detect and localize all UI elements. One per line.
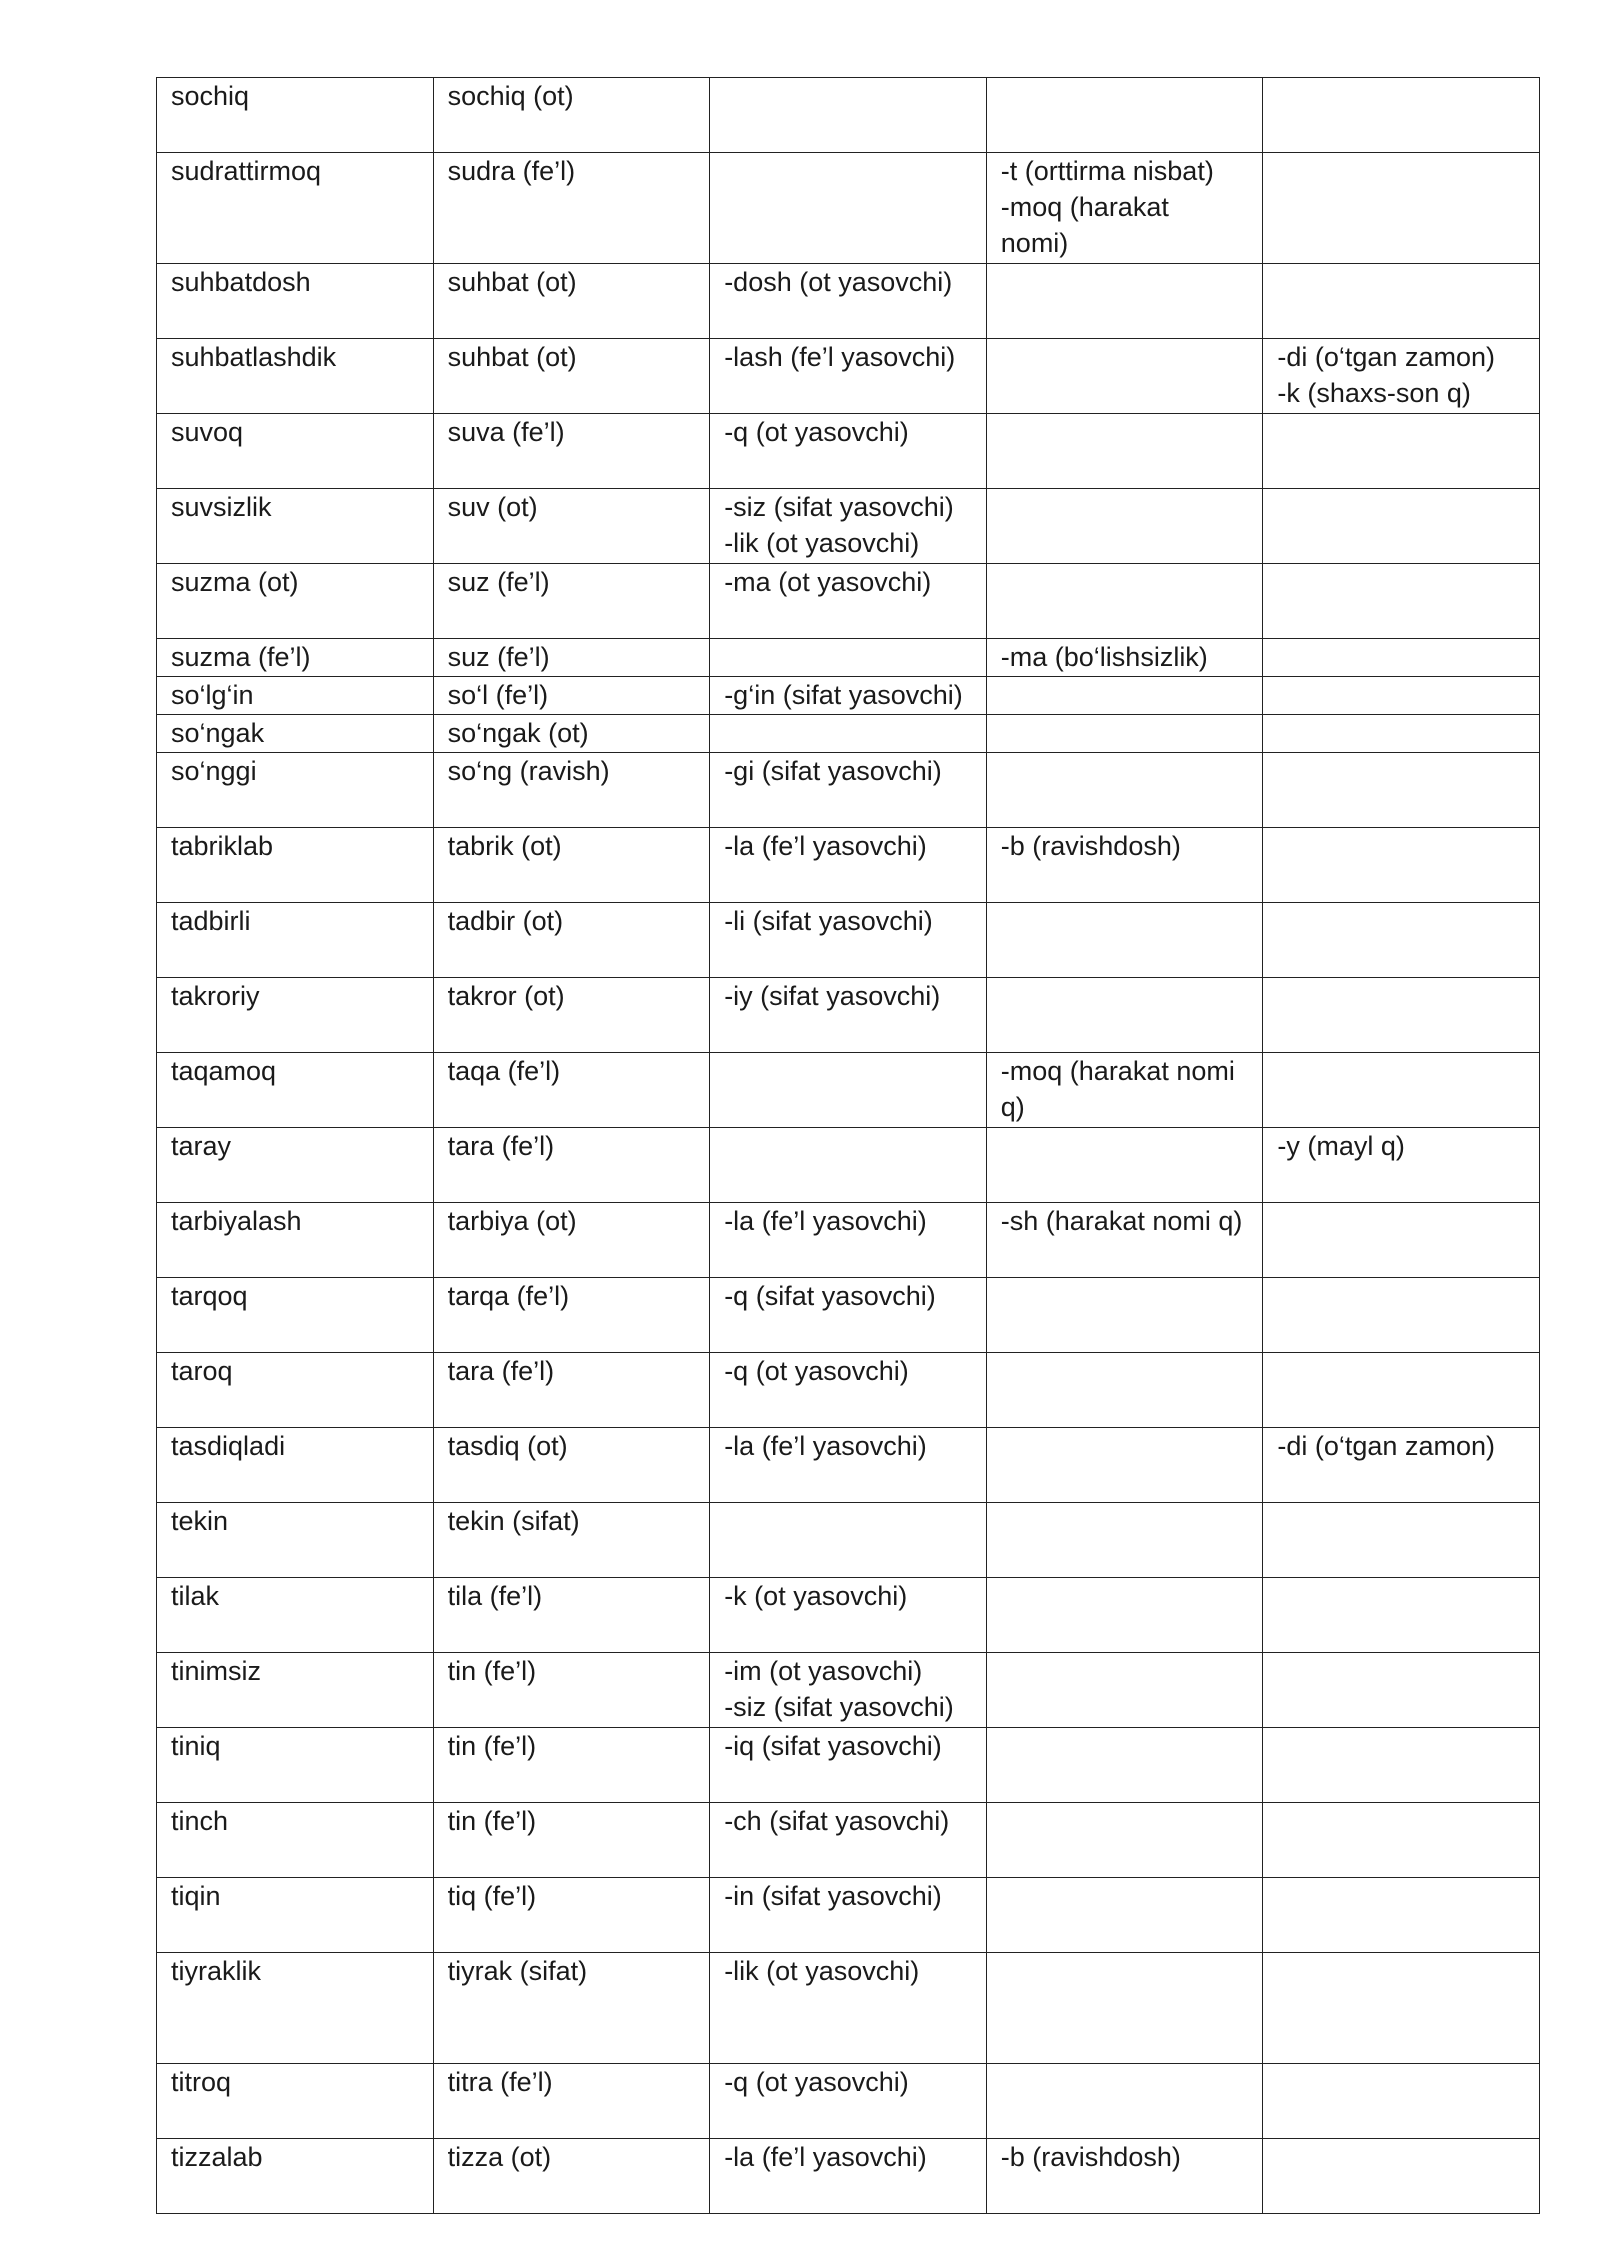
derivational-suffix-cell xyxy=(710,1128,987,1203)
form-suffix-cell xyxy=(986,677,1263,715)
word-cell xyxy=(157,828,434,903)
table-row xyxy=(157,2064,1540,2139)
stem-cell xyxy=(433,1503,710,1578)
cell-text-line: -lash (fe’l yasovchi) xyxy=(724,342,956,372)
cell-text-line: -siz (sifat yasovchi) xyxy=(724,492,954,522)
stem-cell xyxy=(433,1353,710,1428)
stem-cell xyxy=(433,1728,710,1803)
word-cell xyxy=(157,1353,434,1428)
cell-text-line: -q (sifat yasovchi) xyxy=(724,1281,936,1311)
word-cell xyxy=(157,978,434,1053)
inflectional-suffix-cell xyxy=(1263,1953,1540,2064)
stem-cell xyxy=(433,1578,710,1653)
form-suffix-cell xyxy=(986,1653,1263,1728)
table-row xyxy=(157,1053,1540,1128)
cell-text-line: -b (ravishdosh) xyxy=(1000,2142,1181,2172)
cell-text-line: tin (fe’l) xyxy=(447,1731,537,1761)
derivational-suffix-cell xyxy=(710,1653,987,1728)
inflectional-suffix-cell xyxy=(1263,264,1540,339)
cell-text-line: tarbiyalash xyxy=(171,1206,302,1236)
cell-text-line: tasdiq (ot) xyxy=(447,1431,568,1461)
cell-text-line: -t (orttirma nisbat) xyxy=(1000,156,1214,186)
cell-text-line: -iy (sifat yasovchi) xyxy=(724,981,941,1011)
form-suffix-cell xyxy=(986,414,1263,489)
cell-text-line: -di (o‘tgan zamon) xyxy=(1277,1431,1495,1461)
cell-text-line: -sh (harakat nomi q) xyxy=(1000,1206,1243,1236)
cell-text-line: suv (ot) xyxy=(447,492,538,522)
cell-text-line: takror (ot) xyxy=(447,981,565,1011)
word-cell xyxy=(157,1653,434,1728)
word-cell xyxy=(157,639,434,677)
inflectional-suffix-cell xyxy=(1263,489,1540,564)
derivational-suffix-cell xyxy=(710,1278,987,1353)
derivational-suffix-cell xyxy=(710,78,987,153)
word-cell xyxy=(157,1278,434,1353)
cell-text-line: -q (ot yasovchi) xyxy=(724,1356,909,1386)
stem-cell xyxy=(433,489,710,564)
cell-text-line: suzma (ot) xyxy=(171,567,299,597)
cell-text-line: sochiq (ot) xyxy=(447,81,574,111)
cell-text-line: taroq xyxy=(171,1356,233,1386)
table-row xyxy=(157,903,1540,978)
cell-text-line: tarqa (fe’l) xyxy=(447,1281,570,1311)
cell-text-line: -gi (sifat yasovchi) xyxy=(724,756,942,786)
word-cell xyxy=(157,1878,434,1953)
cell-text-line: takroriy xyxy=(171,981,260,1011)
inflectional-suffix-cell xyxy=(1263,1878,1540,1953)
inflectional-suffix-cell xyxy=(1263,715,1540,753)
inflectional-suffix-cell xyxy=(1263,2064,1540,2139)
cell-text-line: sochiq xyxy=(171,81,250,111)
form-suffix-cell xyxy=(986,1728,1263,1803)
form-suffix-cell xyxy=(986,1803,1263,1878)
derivational-suffix-cell xyxy=(710,978,987,1053)
word-cell xyxy=(157,1728,434,1803)
cell-text-line: -lik (ot yasovchi) xyxy=(724,1956,920,1986)
derivational-suffix-cell xyxy=(710,489,987,564)
form-suffix-cell xyxy=(986,2064,1263,2139)
cell-text-line: suvoq xyxy=(171,417,244,447)
cell-text-line: so‘lg‘in xyxy=(171,680,254,710)
stem-cell xyxy=(433,1953,710,2064)
stem-cell xyxy=(433,1128,710,1203)
inflectional-suffix-cell xyxy=(1263,677,1540,715)
table-row xyxy=(157,1728,1540,1803)
word-cell xyxy=(157,903,434,978)
table-row xyxy=(157,1578,1540,1653)
derivational-suffix-cell xyxy=(710,715,987,753)
table-row xyxy=(157,153,1540,264)
word-cell xyxy=(157,1803,434,1878)
table-row xyxy=(157,564,1540,639)
form-suffix-cell xyxy=(986,903,1263,978)
stem-cell xyxy=(433,978,710,1053)
inflectional-suffix-cell xyxy=(1263,414,1540,489)
form-suffix-cell xyxy=(986,2139,1263,2214)
word-cell xyxy=(157,2064,434,2139)
derivational-suffix-cell xyxy=(710,1953,987,2064)
table-row xyxy=(157,1203,1540,1278)
cell-text-line: -k (ot yasovchi) xyxy=(724,1581,908,1611)
word-cell xyxy=(157,264,434,339)
derivational-suffix-cell xyxy=(710,2064,987,2139)
cell-text-line: -moq (harakat xyxy=(1000,192,1169,222)
cell-text-line: -la (fe’l yasovchi) xyxy=(724,1431,927,1461)
cell-text-line: so‘l (fe’l) xyxy=(447,680,549,710)
form-suffix-cell xyxy=(986,1053,1263,1128)
form-suffix-cell xyxy=(986,489,1263,564)
cell-text-line: -in (sifat yasovchi) xyxy=(724,1881,942,1911)
derivational-suffix-cell xyxy=(710,1803,987,1878)
cell-text-line: tekin xyxy=(171,1506,229,1536)
table-row xyxy=(157,753,1540,828)
cell-text-line: -iq (sifat yasovchi) xyxy=(724,1731,942,1761)
cell-text-line: -li (sifat yasovchi) xyxy=(724,906,933,936)
table-row xyxy=(157,78,1540,153)
stem-cell xyxy=(433,153,710,264)
stem-cell xyxy=(433,2064,710,2139)
cell-text-line: -siz (sifat yasovchi) xyxy=(724,1692,954,1722)
cell-text-line: tabriklab xyxy=(171,831,274,861)
inflectional-suffix-cell xyxy=(1263,1278,1540,1353)
inflectional-suffix-cell xyxy=(1263,903,1540,978)
cell-text-line: taray xyxy=(171,1131,232,1161)
stem-cell xyxy=(433,564,710,639)
derivational-suffix-cell xyxy=(710,1053,987,1128)
word-cell xyxy=(157,339,434,414)
form-suffix-cell xyxy=(986,564,1263,639)
stem-cell xyxy=(433,903,710,978)
word-cell xyxy=(157,2139,434,2214)
stem-cell xyxy=(433,2139,710,2214)
stem-cell xyxy=(433,339,710,414)
inflectional-suffix-cell xyxy=(1263,1578,1540,1653)
stem-cell xyxy=(433,1203,710,1278)
cell-text-line: suva (fe’l) xyxy=(447,417,565,447)
derivational-suffix-cell xyxy=(710,2139,987,2214)
cell-text-line: -la (fe’l yasovchi) xyxy=(724,2142,927,2172)
derivational-suffix-cell xyxy=(710,1353,987,1428)
form-suffix-cell xyxy=(986,1278,1263,1353)
table-body xyxy=(157,78,1540,2214)
cell-text-line: -g‘in (sifat yasovchi) xyxy=(724,680,963,710)
inflectional-suffix-cell xyxy=(1263,1653,1540,1728)
cell-text-line: titroq xyxy=(171,2067,232,2097)
form-suffix-cell xyxy=(986,78,1263,153)
word-cell xyxy=(157,677,434,715)
form-suffix-cell xyxy=(986,715,1263,753)
derivational-suffix-cell xyxy=(710,828,987,903)
word-cell xyxy=(157,1128,434,1203)
cell-text-line: tin (fe’l) xyxy=(447,1656,537,1686)
derivational-suffix-cell xyxy=(710,264,987,339)
table-row xyxy=(157,414,1540,489)
cell-text-line: tilak xyxy=(171,1581,220,1611)
stem-cell xyxy=(433,1653,710,1728)
cell-text-line: -la (fe’l yasovchi) xyxy=(724,1206,927,1236)
inflectional-suffix-cell xyxy=(1263,564,1540,639)
inflectional-suffix-cell xyxy=(1263,1203,1540,1278)
stem-cell xyxy=(433,1878,710,1953)
cell-text-line: tasdiqladi xyxy=(171,1431,286,1461)
cell-text-line: nomi) xyxy=(1000,228,1069,258)
cell-text-line: so‘ngak (ot) xyxy=(447,718,589,748)
inflectional-suffix-cell xyxy=(1263,753,1540,828)
stem-cell xyxy=(433,1278,710,1353)
form-suffix-cell xyxy=(986,1953,1263,2064)
form-suffix-cell xyxy=(986,1353,1263,1428)
table-row xyxy=(157,1653,1540,1728)
stem-cell xyxy=(433,753,710,828)
cell-text-line: -im (ot yasovchi) xyxy=(724,1656,923,1686)
stem-cell xyxy=(433,828,710,903)
cell-text-line: tara (fe’l) xyxy=(447,1131,555,1161)
inflectional-suffix-cell xyxy=(1263,153,1540,264)
cell-text-line: -dosh (ot yasovchi) xyxy=(724,267,953,297)
stem-cell xyxy=(433,1428,710,1503)
cell-text-line: -di (o‘tgan zamon) xyxy=(1277,342,1495,372)
table-row xyxy=(157,339,1540,414)
inflectional-suffix-cell xyxy=(1263,978,1540,1053)
stem-cell xyxy=(433,414,710,489)
table-row xyxy=(157,715,1540,753)
cell-text-line: tadbir (ot) xyxy=(447,906,564,936)
derivational-suffix-cell xyxy=(710,564,987,639)
derivational-suffix-cell xyxy=(710,639,987,677)
word-cell xyxy=(157,715,434,753)
inflectional-suffix-cell xyxy=(1263,1353,1540,1428)
word-cell xyxy=(157,1503,434,1578)
cell-text-line: suhbat (ot) xyxy=(447,267,577,297)
derivational-suffix-cell xyxy=(710,1203,987,1278)
word-cell xyxy=(157,564,434,639)
derivational-suffix-cell xyxy=(710,414,987,489)
cell-text-line: so‘ng (ravish) xyxy=(447,756,610,786)
cell-text-line: -moq (harakat nomi xyxy=(1000,1056,1235,1086)
inflectional-suffix-cell xyxy=(1263,828,1540,903)
derivational-suffix-cell xyxy=(710,1578,987,1653)
cell-text-line: tinimsiz xyxy=(171,1656,262,1686)
cell-text-line: q) xyxy=(1000,1092,1025,1122)
table-row xyxy=(157,1353,1540,1428)
table-row xyxy=(157,1953,1540,2064)
derivational-suffix-cell xyxy=(710,753,987,828)
cell-text-line: -ch (sifat yasovchi) xyxy=(724,1806,950,1836)
inflectional-suffix-cell xyxy=(1263,1128,1540,1203)
cell-text-line: -k (shaxs-son q) xyxy=(1277,378,1471,408)
cell-text-line: suhbatlashdik xyxy=(171,342,337,372)
stem-cell xyxy=(433,1053,710,1128)
cell-text-line: titra (fe’l) xyxy=(447,2067,553,2097)
derivational-suffix-cell xyxy=(710,1728,987,1803)
table-row xyxy=(157,1503,1540,1578)
derivational-suffix-cell xyxy=(710,903,987,978)
inflectional-suffix-cell xyxy=(1263,339,1540,414)
cell-text-line: -ma (bo‘lishsizlik) xyxy=(1000,642,1208,672)
cell-text-line: sudrattirmoq xyxy=(171,156,322,186)
inflectional-suffix-cell xyxy=(1263,639,1540,677)
cell-text-line: sudra (fe’l) xyxy=(447,156,576,186)
cell-text-line: suz (fe’l) xyxy=(447,642,550,672)
cell-text-line: taqamoq xyxy=(171,1056,277,1086)
word-cell xyxy=(157,489,434,564)
word-cell xyxy=(157,1578,434,1653)
cell-text-line: suzma (fe’l) xyxy=(171,642,311,672)
cell-text-line: tiyraklik xyxy=(171,1956,262,1986)
inflectional-suffix-cell xyxy=(1263,1503,1540,1578)
cell-text-line: tila (fe’l) xyxy=(447,1581,543,1611)
word-cell xyxy=(157,1953,434,2064)
table-row xyxy=(157,1128,1540,1203)
table-row xyxy=(157,828,1540,903)
cell-text-line: suhbatdosh xyxy=(171,267,311,297)
cell-text-line: suz (fe’l) xyxy=(447,567,550,597)
derivational-suffix-cell xyxy=(710,339,987,414)
word-cell xyxy=(157,153,434,264)
word-cell xyxy=(157,414,434,489)
table-row xyxy=(157,639,1540,677)
form-suffix-cell xyxy=(986,828,1263,903)
cell-text-line: taqa (fe’l) xyxy=(447,1056,561,1086)
form-suffix-cell xyxy=(986,639,1263,677)
inflectional-suffix-cell xyxy=(1263,2139,1540,2214)
cell-text-line: -ma (ot yasovchi) xyxy=(724,567,932,597)
table-row xyxy=(157,489,1540,564)
cell-text-line: -q (ot yasovchi) xyxy=(724,417,909,447)
table-row xyxy=(157,1878,1540,1953)
cell-text-line: tarbiya (ot) xyxy=(447,1206,577,1236)
cell-text-line: tiniq xyxy=(171,1731,221,1761)
word-cell xyxy=(157,753,434,828)
cell-text-line: tizza (ot) xyxy=(447,2142,552,2172)
cell-text-line: suhbat (ot) xyxy=(447,342,577,372)
form-suffix-cell xyxy=(986,153,1263,264)
stem-cell xyxy=(433,1803,710,1878)
inflectional-suffix-cell xyxy=(1263,1053,1540,1128)
cell-text-line: so‘nggi xyxy=(171,756,257,786)
word-cell xyxy=(157,1053,434,1128)
cell-text-line: tiq (fe’l) xyxy=(447,1881,537,1911)
word-cell xyxy=(157,1428,434,1503)
form-suffix-cell xyxy=(986,264,1263,339)
cell-text-line: tarqoq xyxy=(171,1281,248,1311)
cell-text-line: tadbirli xyxy=(171,906,251,936)
form-suffix-cell xyxy=(986,1428,1263,1503)
word-cell xyxy=(157,1203,434,1278)
cell-text-line: -y (mayl q) xyxy=(1277,1131,1405,1161)
cell-text-line: tizzalab xyxy=(171,2142,263,2172)
cell-text-line: tabrik (ot) xyxy=(447,831,562,861)
inflectional-suffix-cell xyxy=(1263,1803,1540,1878)
stem-cell xyxy=(433,677,710,715)
form-suffix-cell xyxy=(986,1503,1263,1578)
word-cell xyxy=(157,78,434,153)
table-row xyxy=(157,677,1540,715)
inflectional-suffix-cell xyxy=(1263,1728,1540,1803)
cell-text-line: so‘ngak xyxy=(171,718,265,748)
inflectional-suffix-cell xyxy=(1263,1428,1540,1503)
table-row xyxy=(157,1428,1540,1503)
derivational-suffix-cell xyxy=(710,153,987,264)
cell-text-line: -q (ot yasovchi) xyxy=(724,2067,909,2097)
stem-cell xyxy=(433,639,710,677)
stem-cell xyxy=(433,78,710,153)
cell-text-line: tekin (sifat) xyxy=(447,1506,580,1536)
cell-text-line: -b (ravishdosh) xyxy=(1000,831,1181,861)
table-row xyxy=(157,1278,1540,1353)
form-suffix-cell xyxy=(986,339,1263,414)
cell-text-line: -lik (ot yasovchi) xyxy=(724,528,920,558)
table-row xyxy=(157,2139,1540,2214)
table-row xyxy=(157,264,1540,339)
stem-cell xyxy=(433,715,710,753)
table-row xyxy=(157,978,1540,1053)
cell-text-line: -la (fe’l yasovchi) xyxy=(724,831,927,861)
derivational-suffix-cell xyxy=(710,677,987,715)
cell-text-line: tiyrak (sifat) xyxy=(447,1956,588,1986)
cell-text-line: tara (fe’l) xyxy=(447,1356,555,1386)
form-suffix-cell xyxy=(986,978,1263,1053)
form-suffix-cell xyxy=(986,1203,1263,1278)
form-suffix-cell xyxy=(986,753,1263,828)
derivational-suffix-cell xyxy=(710,1428,987,1503)
stem-cell xyxy=(433,264,710,339)
cell-text-line: tinch xyxy=(171,1806,229,1836)
morpheme-analysis-table xyxy=(156,77,1540,2214)
cell-text-line: tin (fe’l) xyxy=(447,1806,537,1836)
table-row xyxy=(157,1803,1540,1878)
inflectional-suffix-cell xyxy=(1263,78,1540,153)
form-suffix-cell xyxy=(986,1878,1263,1953)
cell-text-line: tiqin xyxy=(171,1881,221,1911)
form-suffix-cell xyxy=(986,1578,1263,1653)
cell-text-line: suvsizlik xyxy=(171,492,272,522)
form-suffix-cell xyxy=(986,1128,1263,1203)
derivational-suffix-cell xyxy=(710,1878,987,1953)
derivational-suffix-cell xyxy=(710,1503,987,1578)
